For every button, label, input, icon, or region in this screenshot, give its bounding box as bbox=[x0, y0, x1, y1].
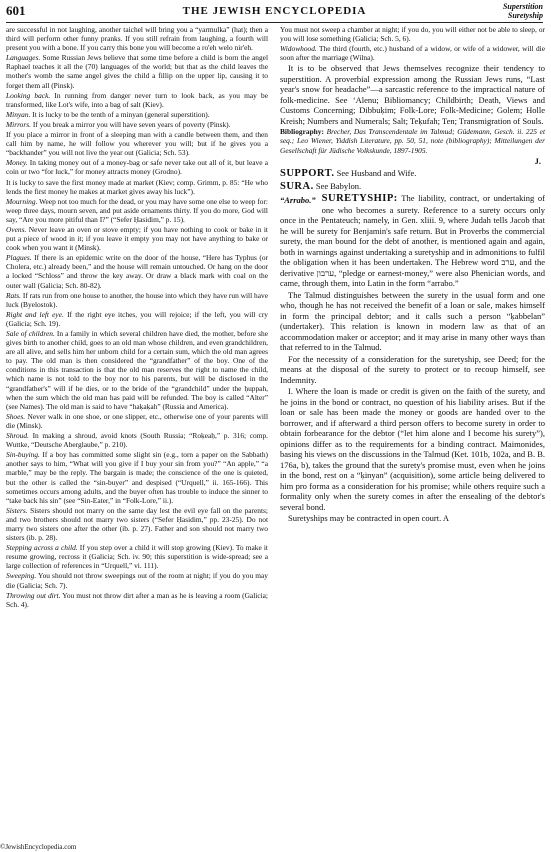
entry-label: Shroud. bbox=[6, 431, 29, 441]
entry-text: Some Russian Jews believe that some time before a child is born the angel Raphael teaches it all the (70) languages of the world; but that as the child leaves the mother's womb the same angel gives the child a fillip on the upper lip, causing it to forget them all (Pinsk). bbox=[6, 53, 268, 90]
entry-label: Sale of children. bbox=[6, 329, 55, 338]
entry-headword: SURETYSHIP: bbox=[321, 193, 398, 205]
bibliography bbox=[280, 127, 545, 154]
entry-text: If you step over a child it will stop growing (Kiev). To make it resume growing, recross it (Galicia; Sch. iv. 90; this superstition is wide-spread; see a large collection of references in “Urquell,” vi. 111). bbox=[6, 543, 268, 571]
side-note: “Arrabo.” bbox=[280, 195, 316, 206]
paragraph bbox=[6, 412, 268, 430]
entry-label: Right and left eye. bbox=[6, 309, 64, 319]
page-header bbox=[6, 2, 543, 23]
entry-label: Languages. bbox=[6, 53, 41, 63]
entry-label: Stepping across a child. bbox=[6, 543, 78, 553]
entry-text: See Husband and Wife. bbox=[334, 168, 417, 179]
entry-text: If you break a mirror you will have seven years of poverty (Pinsk). bbox=[30, 119, 231, 129]
entry-label: Mourning. bbox=[6, 196, 38, 206]
entry-label: Sin-buying. bbox=[6, 450, 40, 460]
entry-text: You should not throw sweepings out of the room at night; if you do you may die (Galicia; Sch. 7). bbox=[6, 571, 268, 590]
entry bbox=[280, 181, 545, 193]
paragraph bbox=[6, 543, 268, 570]
paragraph bbox=[6, 591, 268, 609]
journal-title: THE JEWISH ENCYCLOPEDIA bbox=[182, 5, 367, 17]
paragraph: For the necessity of a consideration for the suretyship, see Deed; for the means at the disposal of the surety to protect or to recoup himself, see Indemnity. bbox=[280, 353, 545, 385]
entry-headword: SURA. bbox=[280, 180, 314, 192]
left-column bbox=[6, 25, 268, 610]
running-head-first: Superstition bbox=[502, 2, 543, 11]
entry-text: If rats run from one house to another, the house into which they have run will have luck (Byelostok). bbox=[6, 290, 268, 309]
entry-label: Minyan. bbox=[6, 109, 31, 119]
paragraph bbox=[6, 53, 268, 89]
paragraph bbox=[6, 197, 268, 224]
entry-label: Ovens. bbox=[6, 224, 27, 234]
bibliography-label: Bibliography: bbox=[280, 127, 324, 137]
paragraph: It is lucky to save the first money made at market (Kiev; comp. Grimm, p. 85: “He who lends the first money he makes at market gives away his luck”). bbox=[6, 177, 268, 196]
paragraph: are successful in not laughing, another taichel will bring you a “yarmulka” (hat); then a third will perform other funny pranks. If you still refrain from laughing, a fourth will present you with a bone. If you carry this bone you will become a ro'eh welo nir'eh. bbox=[6, 25, 268, 53]
entry-label: Plagues. bbox=[6, 253, 32, 263]
paragraph bbox=[6, 158, 268, 176]
entry-label: Money. bbox=[6, 158, 28, 168]
paragraph bbox=[6, 225, 268, 252]
entry-label: Widowhood. bbox=[280, 44, 317, 54]
entry-label: Looking back. bbox=[6, 90, 51, 100]
entry-text: Never leave an oven or stove empty; if you have nothing to cook or bake in it put a piece of wood in it; if you leave it empty you may not have anything to bake or cook when you want it (Minsk). bbox=[6, 224, 268, 253]
running-head bbox=[503, 2, 543, 20]
entry-text: If a boy has committed some slight sin (e.g., torn a paper on the Sabbath) another says to him, “What will you give if I buy your sin from you?” “An apple,” “a marble,” may be the reply. The bargain is made; the conscience of the one is quieted, but the other is called the “sin-buyer” and despised (“Urquell,” ii. 165-166). This sometimes occurs among adults, and the buyer often has trouble to induce the sinner to “take back his sin” (see “Sin-Eater,” in “Folk-Lore,” ii.). bbox=[6, 450, 268, 505]
entry-text: See Babylon. bbox=[313, 180, 362, 191]
paragraph bbox=[6, 450, 268, 505]
paragraph bbox=[6, 431, 268, 449]
author-signature: J. bbox=[534, 155, 541, 166]
bibliography-text: Brecher, Das Transcendentale im Talmud; Güdemann, Gesch. ii. 225 et seq.; Leo Wiener, Yiddish Literature, pp. 50, 51, note (bibliography); Mitteilungen der Gesellschaft für Jüdische Volkskunde, 1897-1905. bbox=[280, 127, 545, 155]
page-number: 601 bbox=[6, 3, 26, 18]
entry-label: Mirrors. bbox=[6, 119, 31, 129]
entry-text: The liability, contract, or undertaking of one who becomes a surety. Reference to a surety occurs only once in the Pentateuch; namely, in Gen. xliii. 9, where Judah tells Jacob that he will be surety for Benjamin's safe return. But in Proverbs the commercial surety, the man bound for the debt of another, is mentioned again and again, both in warnings against undertaking a suretyship and in admonitions to fulfil the obligation when it has been undertaken. The Hebrew word ערב, and the derivative ערבון, “pledge or earnest-money,” were also Phenician words, and came, through them, into Latin in the form “arrabo.” bbox=[280, 193, 546, 289]
paragraph bbox=[6, 291, 268, 309]
paragraph: You must not sweep a chamber at night; if you do, you will either not be able to sleep, or you will lose something (Galicia; Sch. 5, 6). bbox=[280, 25, 545, 44]
running-head-last: Suretyship bbox=[507, 11, 543, 20]
paragraph bbox=[280, 44, 545, 62]
entry-text: It is lucky to be the tenth of a minyan (general superstition). bbox=[30, 109, 210, 119]
entry-label: Shoes. bbox=[6, 411, 26, 421]
paragraph: Suretyships may be contracted in open court. A bbox=[288, 513, 449, 524]
paragraph: It is to be observed that Jews themselves recognize their tendency to superstition. A proverbial expression among the Russian Jews runs, “Last year's snow for headache”—a sarcastic reference to the impractical nature of folk-medicine. See ‘Alenu; Bibliomancy; Childbirth; Death, Views and Customs Concerning; Dibbuḳim; Folk-Lore; Folk-Medicine; Golem; Holle Kreish; Numbers and Numerals; Salt; Teḳufah; Ten; Transmigration of Souls. bbox=[280, 63, 545, 126]
entry-text: Sisters should not marry on the same day lest the evil eye fall on the parents; and two brothers should not marry two sisters (“Sefer Ḥasidim,” pp. 23-25). Do not marry two sisters one after the other (ib. p. 27). Father and son should not marry two sisters (ib. p. 28). bbox=[6, 505, 268, 543]
paragraph bbox=[6, 310, 268, 328]
entry-label: Sisters. bbox=[6, 505, 28, 515]
entry-label: Sweeping. bbox=[6, 571, 37, 581]
paragraph bbox=[6, 91, 268, 109]
entry-text: If there is an epidemic write on the door of the house, “Here has Typhus (or Cholera, etc.) already been,” and the house will remain untouched. Or hang on the door a locked “Schloss” and throw the key away. Or draw a black mark with coal on the outer wall (Galicia; Sch. 80-82). bbox=[6, 253, 268, 290]
copyright-footer: ©JewishEncyclopedia.com bbox=[0, 843, 77, 851]
entry-text: In a family in which several children have died, the mother, before she gives birth to another child, goes to an old man whose children, and even grandchildren, are all alive, and sells him her unborn child for a certain sum, which the old man agrees to pay. The old man is then considered the “grandfather” of the boy. One of the conditions in this transaction is that the old man reserves the right to name the child, which name is not told to the boy nor to his parents, but will be disclosed in the “grandfather's” will if he dies, or to the bride of the “grandchild” under the ḥuppah, when the sum which the old man has paid will be refunded. The boy is called “Alter” (see Names). The old man is said to have “haḳaḳah” (Russia and America). bbox=[6, 329, 268, 411]
entry-text: Weep not too much for the dead, or you may have some one else to weep for: weep three days, mourn seven, and put aside ornaments thirty. If you do more, God will say, “Are you more pitiful than I?” (“Sefer Ḥasidim,” p. 15). bbox=[6, 196, 268, 224]
entry-text: In running from danger never turn to look back, as you may be transformed, like Lot's wife, into a bag of salt (Kiev). bbox=[6, 90, 268, 109]
paragraph bbox=[6, 571, 268, 589]
paragraph: If you place a mirror in front of a sleeping man with a candle between them, and then call him by name, he will follow you wherever you will; but if he gives you a “backhander” you will not live the year out (Galicia; Sch. 53). bbox=[6, 130, 268, 158]
paragraph: I. Where the loan is made or credit is given on the faith of the surety, and he joins in the bond or contract, no question of his liability arises. But if the loan or sale has been made the money or goods are handed over to the borrower, and if afterward a third person offers to become surety in order to obtain forbearance for the debtor (“let him alone and I become his surety”), opinions differ as to the requirements for a binding contract. Maimonides, basing his views on the discussions in the Talmud (Ket. 101b, 102a, and B. B. 176a, b), takes the ground that the surety's promise must, even when he joins in the bond, rest on a “ḳinyan” (acquisition), some article being delivered to him pro forma as a consideration for his promise; while others require such a formality only when the surety comes in after the ensealing of the debtor's several bond. bbox=[280, 386, 545, 512]
entry-label: Rats. bbox=[6, 290, 21, 300]
paragraph: The Talmud distinguishes between the surety in the usual form and one who, though he has not received the benefit of a loan or sale, makes himself in form the principal debtor; and it calls such a person “ḳabbelan” (undertaker). This relation is known in modern law as that of an accommodation maker or acceptor; and it may arise in many other ways than that referred to in the Talmud. bbox=[280, 289, 545, 353]
entry-label: Throwing out dirt. bbox=[6, 590, 61, 600]
paragraph bbox=[6, 110, 268, 119]
entry-text: The third (fourth, etc.) husband of a widow, or wife of a widower, will die soon after the marriage (Wilna). bbox=[280, 44, 545, 63]
entry-text: You must not throw dirt after a man as he is leaving a room (Galicia; Sch. 4). bbox=[6, 590, 268, 609]
entry-text: Never walk in one shoe, or one slipper, etc., otherwise one of your parents will die (Minsk). bbox=[6, 411, 268, 430]
entry-text: In making a shroud, avoid knots (South Russia; “Roḳeaḥ,” p. 316; comp. Wuttke, “Deutsche Aberglaube,” p. 210). bbox=[6, 431, 268, 450]
right-column bbox=[280, 25, 545, 525]
entry bbox=[280, 168, 545, 180]
entry-text: If the right eye itches, you will rejoice; if the left, you will cry (Galicia; Sch. 19). bbox=[6, 309, 268, 328]
entry-text: In taking money out of a money-bag or safe never take out all of it, but leave a coin or two “for luck,” for money attracts money (Grodno). bbox=[6, 158, 268, 177]
paragraph bbox=[6, 329, 268, 411]
paragraph bbox=[6, 506, 268, 542]
paragraph bbox=[6, 253, 268, 289]
entry bbox=[280, 193, 545, 289]
entry-headword: SUPPORT. bbox=[280, 168, 335, 180]
paragraph bbox=[6, 120, 268, 129]
